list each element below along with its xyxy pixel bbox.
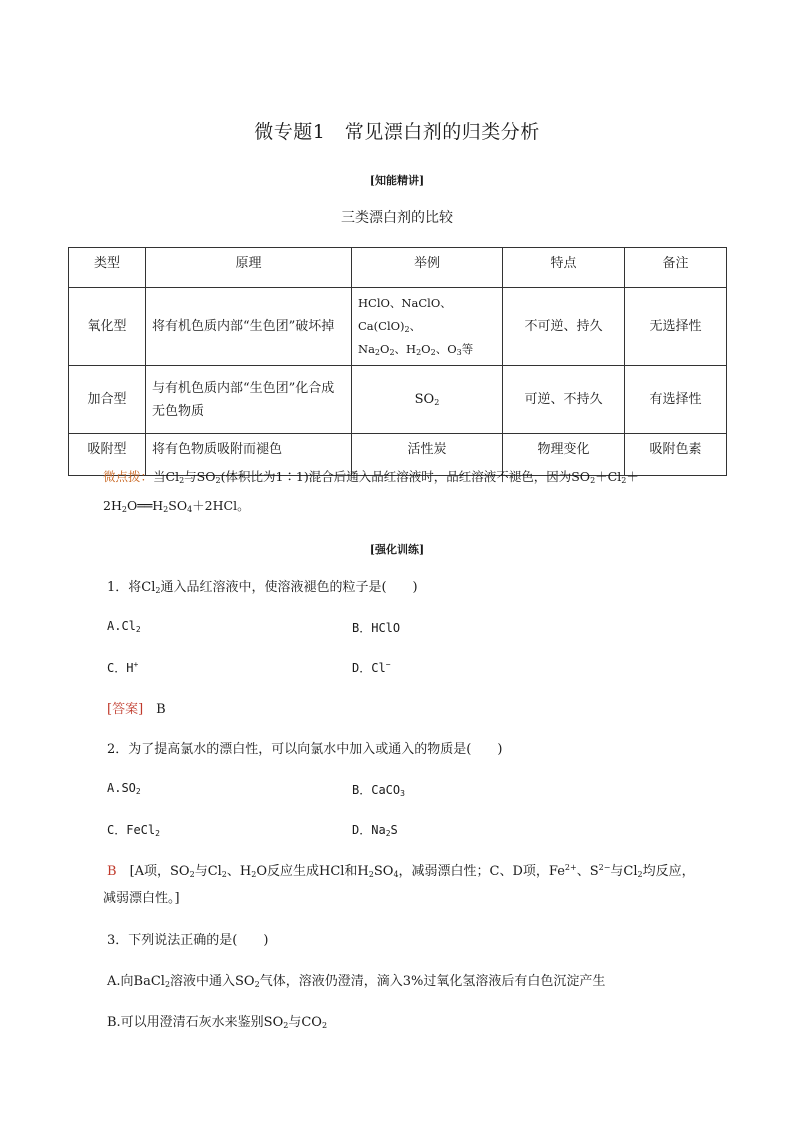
- answer-value: B: [156, 702, 166, 717]
- q1-option-c: C．H+: [107, 660, 139, 675]
- table-row: [69, 366, 727, 434]
- header-type: 类型: [69, 248, 146, 288]
- section-tag-training: [强化训练]: [369, 543, 425, 556]
- q2-option-c: C．FeCl$_2$: [107, 823, 160, 838]
- cell-example: $SO_2$: [352, 366, 503, 434]
- q2-option-b: B．CaCO$_3$: [352, 783, 405, 798]
- tip-label: 微点拨：: [103, 469, 154, 484]
- q2-option-d: D．$Na_2S$: [352, 823, 398, 838]
- question-3-stem: 3．下列说法正确的是( ): [107, 933, 269, 948]
- header-principle: 原理: [146, 248, 352, 288]
- cell-feature: 可逆、不持久: [503, 366, 625, 434]
- cell-feature: 物理变化: [503, 434, 625, 476]
- cell-remark: 有选择性: [625, 366, 727, 434]
- question-2-stem: 2．为了提高氯水的漂白性，可以向氯水中加入或通入的物质是( ): [107, 742, 503, 757]
- cell-principle: 将有色物质吸附而褪色: [146, 434, 352, 476]
- comparison-table: [68, 247, 727, 476]
- header-remark: 备注: [625, 248, 727, 288]
- table-header-row: [69, 248, 727, 288]
- q2-answer: B: [107, 864, 117, 879]
- q1-option-d: D．Cl−: [352, 660, 391, 675]
- question-1-stem: 1．将$Cl_2$通入品红溶液中，使溶液褪色的粒子是( ): [107, 580, 418, 595]
- table-row: [69, 288, 727, 366]
- page-title: 微专题1 常见漂白剂的归类分析: [254, 121, 540, 143]
- q1-option-b: B．HClO: [352, 621, 401, 635]
- section-tag-knowledge: [知能精讲]: [369, 174, 425, 187]
- cell-type: 氧化型: [69, 288, 146, 366]
- q2-explanation-line-1: B [A项，$SO_2$与$Cl_2$、$H_2O$反应生成HCl和$H_2SO_4$，减弱漂白性；C、D项，$Fe^{2+}$、$S^{2-}$与$Cl_2$均反应，: [107, 863, 695, 879]
- cell-type: 加合型: [69, 366, 146, 434]
- cell-feature: 不可逆、持久: [503, 288, 625, 366]
- tip-line-2: $2H_2O══H_2SO_4+2HCl$。: [103, 498, 250, 514]
- q1-answer: [107, 698, 166, 717]
- answer-label: [答案]: [107, 702, 144, 717]
- cell-example: 活性炭: [352, 434, 503, 476]
- q3-option-b: B.可以用澄清石灰水来鉴别$SO_2$与$CO_2$: [107, 1015, 328, 1030]
- cell-remark: 无选择性: [625, 288, 727, 366]
- tip-line-1: 微点拨：当$Cl_2$与$SO_2$(体积比为1∶1)混合后通入品红溶液时，品红溶液不褪色，因为$SO_2+Cl_2+$: [103, 469, 639, 485]
- cell-type: 吸附型: [69, 434, 146, 476]
- cell-principle: 将有机色质内部“生色团”破坏掉: [146, 288, 352, 366]
- cell-example: HClO、NaClO、$Ca(ClO)_2$、 $Na_2O_2$、$H_2O_2$、$O_3$等: [352, 288, 503, 366]
- cell-principle: 与有机色质内部“生色团”化合成无色物质: [146, 366, 352, 434]
- q1-option-a: $A.Cl_2$: [107, 619, 141, 634]
- header-example: 举例: [352, 248, 503, 288]
- q3-option-a: A.向BaCl$_2$溶液中通入$SO_2$气体，溶液仍澄清，滴入3%过氧化氢溶液后有白色沉淀产生: [107, 974, 606, 989]
- header-feature: 特点: [503, 248, 625, 288]
- cell-remark: 吸附色素: [625, 434, 727, 476]
- q2-explanation-line-2: 减弱漂白性。]: [103, 891, 180, 906]
- table-caption: 三类漂白剂的比较: [341, 210, 453, 226]
- q2-option-a: $A.SO_2$: [107, 781, 141, 796]
